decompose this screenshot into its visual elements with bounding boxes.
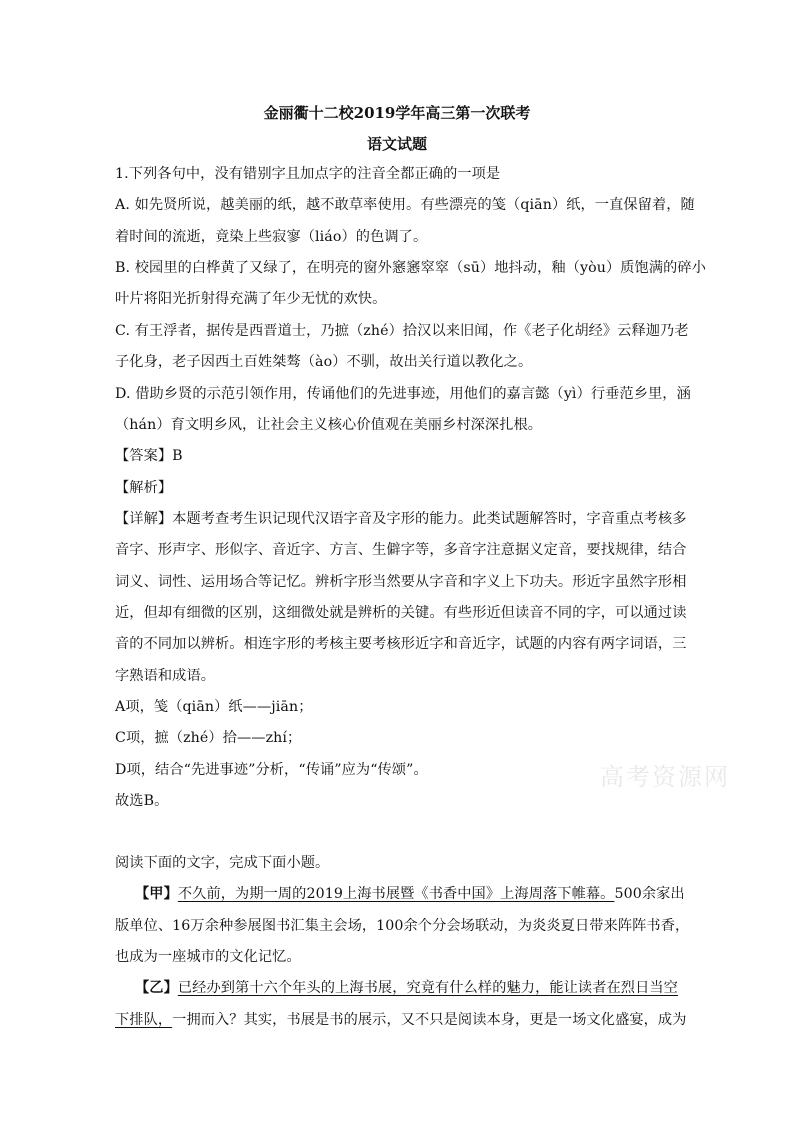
analysis-label: 【解析】 [115, 480, 173, 496]
option-c-line-2: 子化身，老子因西土百姓桀骜（ào）不驯，故出关行道以教化之。 [115, 354, 533, 370]
passage-jia-line-3: 也成为一座城市的文化记忆。 [115, 949, 301, 965]
note-d: D项，结合“先进事迹”分析，“传诵”应为“传颂”。 [115, 762, 428, 778]
passage-jia-underlined: 不久前，为期一周的2019上海书展暨《书香中国》上海周落下帷幕。 [177, 886, 615, 902]
question-stem: 1.下列各句中，没有错别字且加点字的注音全都正确的一项是 [115, 166, 501, 182]
note-a: A项，笺（qiān）纸——jiān； [115, 699, 313, 715]
option-d-line-1: D. 借助乡贤的示范引领作用，传诵他们的先进事迹，用他们的嘉言懿（yì）行垂范乡里，涵 [115, 386, 691, 402]
passage-yi-line-2 [115, 1010, 685, 1030]
passage-yi-underlined-2: 下排队， [115, 1012, 173, 1028]
passage-jia-tag: 【甲】 [135, 886, 178, 902]
option-a-line-1: A. 如先贤所说，越美丽的纸，越不敢草率使用。有些漂亮的笺（qiān）纸，一直保留着，随 [115, 197, 695, 213]
passage-yi-rest: 一拥而入？其实，书展是书的展示，又不只是阅读本身，更是一场文化盛宴，成为 [172, 1012, 687, 1028]
option-b-line-2: 叶片将阳光折射得充满了年少无忧的欢快。 [115, 291, 387, 307]
page-title: 金丽衢十二校2019学年高三第一次联考 [263, 104, 531, 122]
passage-yi-tag: 【乙】 [135, 980, 178, 996]
detail-line-1: 【详解】本题考查考生识记现代汉语字音及字形的能力。此类试题解答时，字音重点考核多 [115, 511, 687, 527]
answer-line: 【答案】B [115, 448, 183, 464]
detail-line-2: 音字、形声字、形似字、音近字、方言、生僻字等，多音字注意据义定音，要找规律，结合 [115, 542, 687, 558]
final-choice: 故选B。 [115, 793, 169, 809]
watermark: 高考资源网 [600, 763, 730, 791]
option-a-line-2: 着时间的流逝，竟染上些寂寥（liáo）的色调了。 [115, 229, 428, 245]
passage-jia-line-1 [135, 884, 705, 904]
passage-yi-line-1 [135, 978, 705, 998]
option-d-line-2: （hán）育文明乡风，让社会主义核心价值观在美丽乡村深深扎根。 [115, 417, 543, 433]
passage-jia-rest: 500余家出 [614, 886, 685, 902]
reading-intro: 阅读下面的文字，完成下面小题。 [115, 855, 330, 871]
detail-line-6: 字熟语和成语。 [115, 668, 216, 684]
passage-jia-line-2: 版单位、16万余种参展图书汇集主会场，100余个分会场联动，为炎炎夏日带来阵阵书香， [115, 918, 690, 934]
option-b-line-1: B. 校园里的白桦黄了又绿了，在明亮的窗外窸窸窣窣（sū）地抖动，釉（yòu）质饱满的碎小 [115, 260, 706, 276]
note-c: C项，摭（zhé）拾——zhí； [115, 730, 302, 746]
passage-yi-underlined: 已经办到第十六个年头的上海书展，究竟有什么样的魅力，能让读者在烈日当空 [177, 980, 678, 996]
page-subtitle: 语文试题 [366, 135, 427, 153]
detail-line-3: 词义、词性、运用场合等记忆。辨析字形当然要从字音和字义上下功夫。形近字虽然字形相 [115, 574, 687, 590]
detail-line-4: 近，但却有细微的区别，这细微处就是辨析的关键。有些形近但读音不同的字，可以通过读 [115, 605, 687, 621]
detail-line-5: 音的不同加以辨析。相连字形的考核主要考核形近字和音近字，试题的内容有两字词语，三 [115, 636, 687, 652]
option-c-line-1: C. 有王浮者，据传是西晋道士，乃摭（zhé）拾汉以来旧闻，作《老子化胡经》云释迦乃老 [115, 323, 689, 339]
